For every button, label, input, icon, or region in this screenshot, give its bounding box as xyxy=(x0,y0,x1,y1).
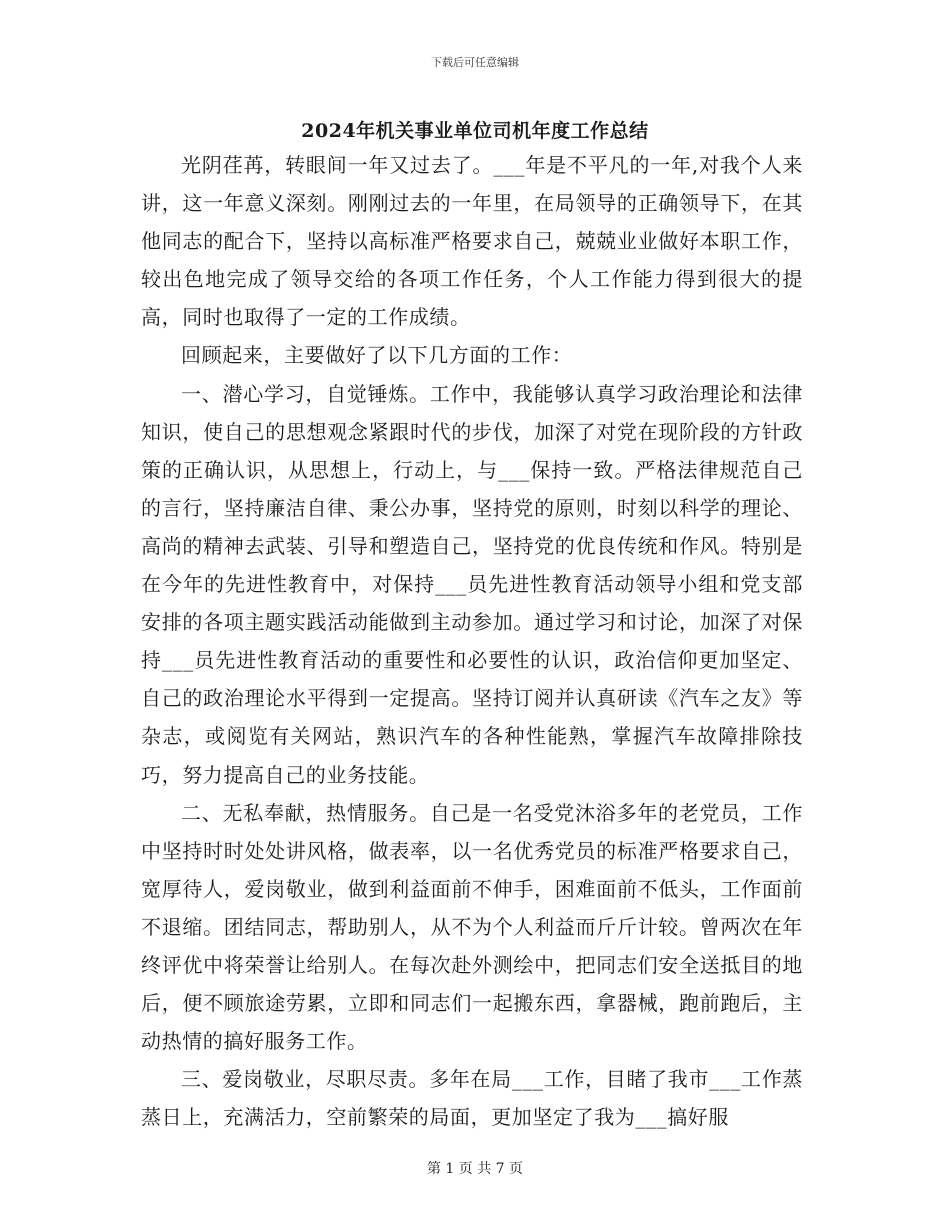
document-body xyxy=(141,146,803,1136)
paragraph-section-3: 三、爱岗敬业，尽职尽责。多年在局___工作，目睹了我市___工作蒸蒸日上，充满活力，空前繁荣的局面，更加坚定了我为___搞好服 xyxy=(141,1067,803,1130)
paragraph-review: 回顾起来，主要做好了以下几方面的工作： xyxy=(181,343,573,368)
paragraph-section-2: 二、无私奉献，热情服务。自己是一名受党沐浴多年的老党员，工作中坚持时时处处讲风格，做表率，以一名优秀党员的标准严格要求自己，宽厚待人，爱岗敬业，做到利益面前不伸手，困难面前不低头，工作面前不退缩。团结同志，帮助别人，从不为个人利益而斤斤计较。曾两次在年终评优中将荣誉让给别人。在每次赴外测绘中，把同志们安全送抵目的地后，便不顾旅途劳累，立即和同志们一起搬东西，拿器械，跑前跑后，主动热情的搞好服务工作。 xyxy=(141,800,803,1054)
paragraph-intro: 光阴荏苒，转眼间一年又过去了。___年是不平凡的一年,对我个人来讲，这一年意义深刻。刚刚过去的一年里，在局领导的正确领导下，在其他同志的配合下，坚持以高标准严格要求自己，兢兢业业做好本职工作，较出色地完成了领导交给的各项工作任务，个人工作能力得到很大的提高，同时也取得了一定的工作成绩。 xyxy=(141,153,803,330)
page-number: 第 1 页 共 7 页 xyxy=(426,1161,524,1177)
paragraph-section-1: 一、潜心学习，自觉锤炼。工作中，我能够认真学习政治理论和法律知识，使自己的思想观念紧跟时代的步伐，加深了对党在现阶段的方针政策的正确认识，从思想上，行动上，与___保持一致。严格法律规范自己的言行，坚持廉洁自律、秉公办事，坚持党的原则，时刻以科学的理论、高尚的精神去武装、引导和塑造自己，坚持党的优良传统和作风。特别是在今年的先进性教育中，对保持___员先进性教育活动领导小组和党支部安排的各项主题实践活动能做到主动参加。通过学习和讨论，加深了对保持___员先进性教育活动的重要性和必要性的认识，政治信仰更加坚定、自己的政治理论水平得到一定提高。坚持订阅并认真研读《汽车之友》等杂志，或阅览有关网站，熟识汽车的各种性能熟，掌握汽车故障排除技巧，努力提高自己的业务技能。 xyxy=(141,381,803,787)
page-header-note: 下载后可任意编辑 xyxy=(431,56,519,69)
document-title: 2024年机关事业单位司机年度工作总结 xyxy=(301,120,649,142)
